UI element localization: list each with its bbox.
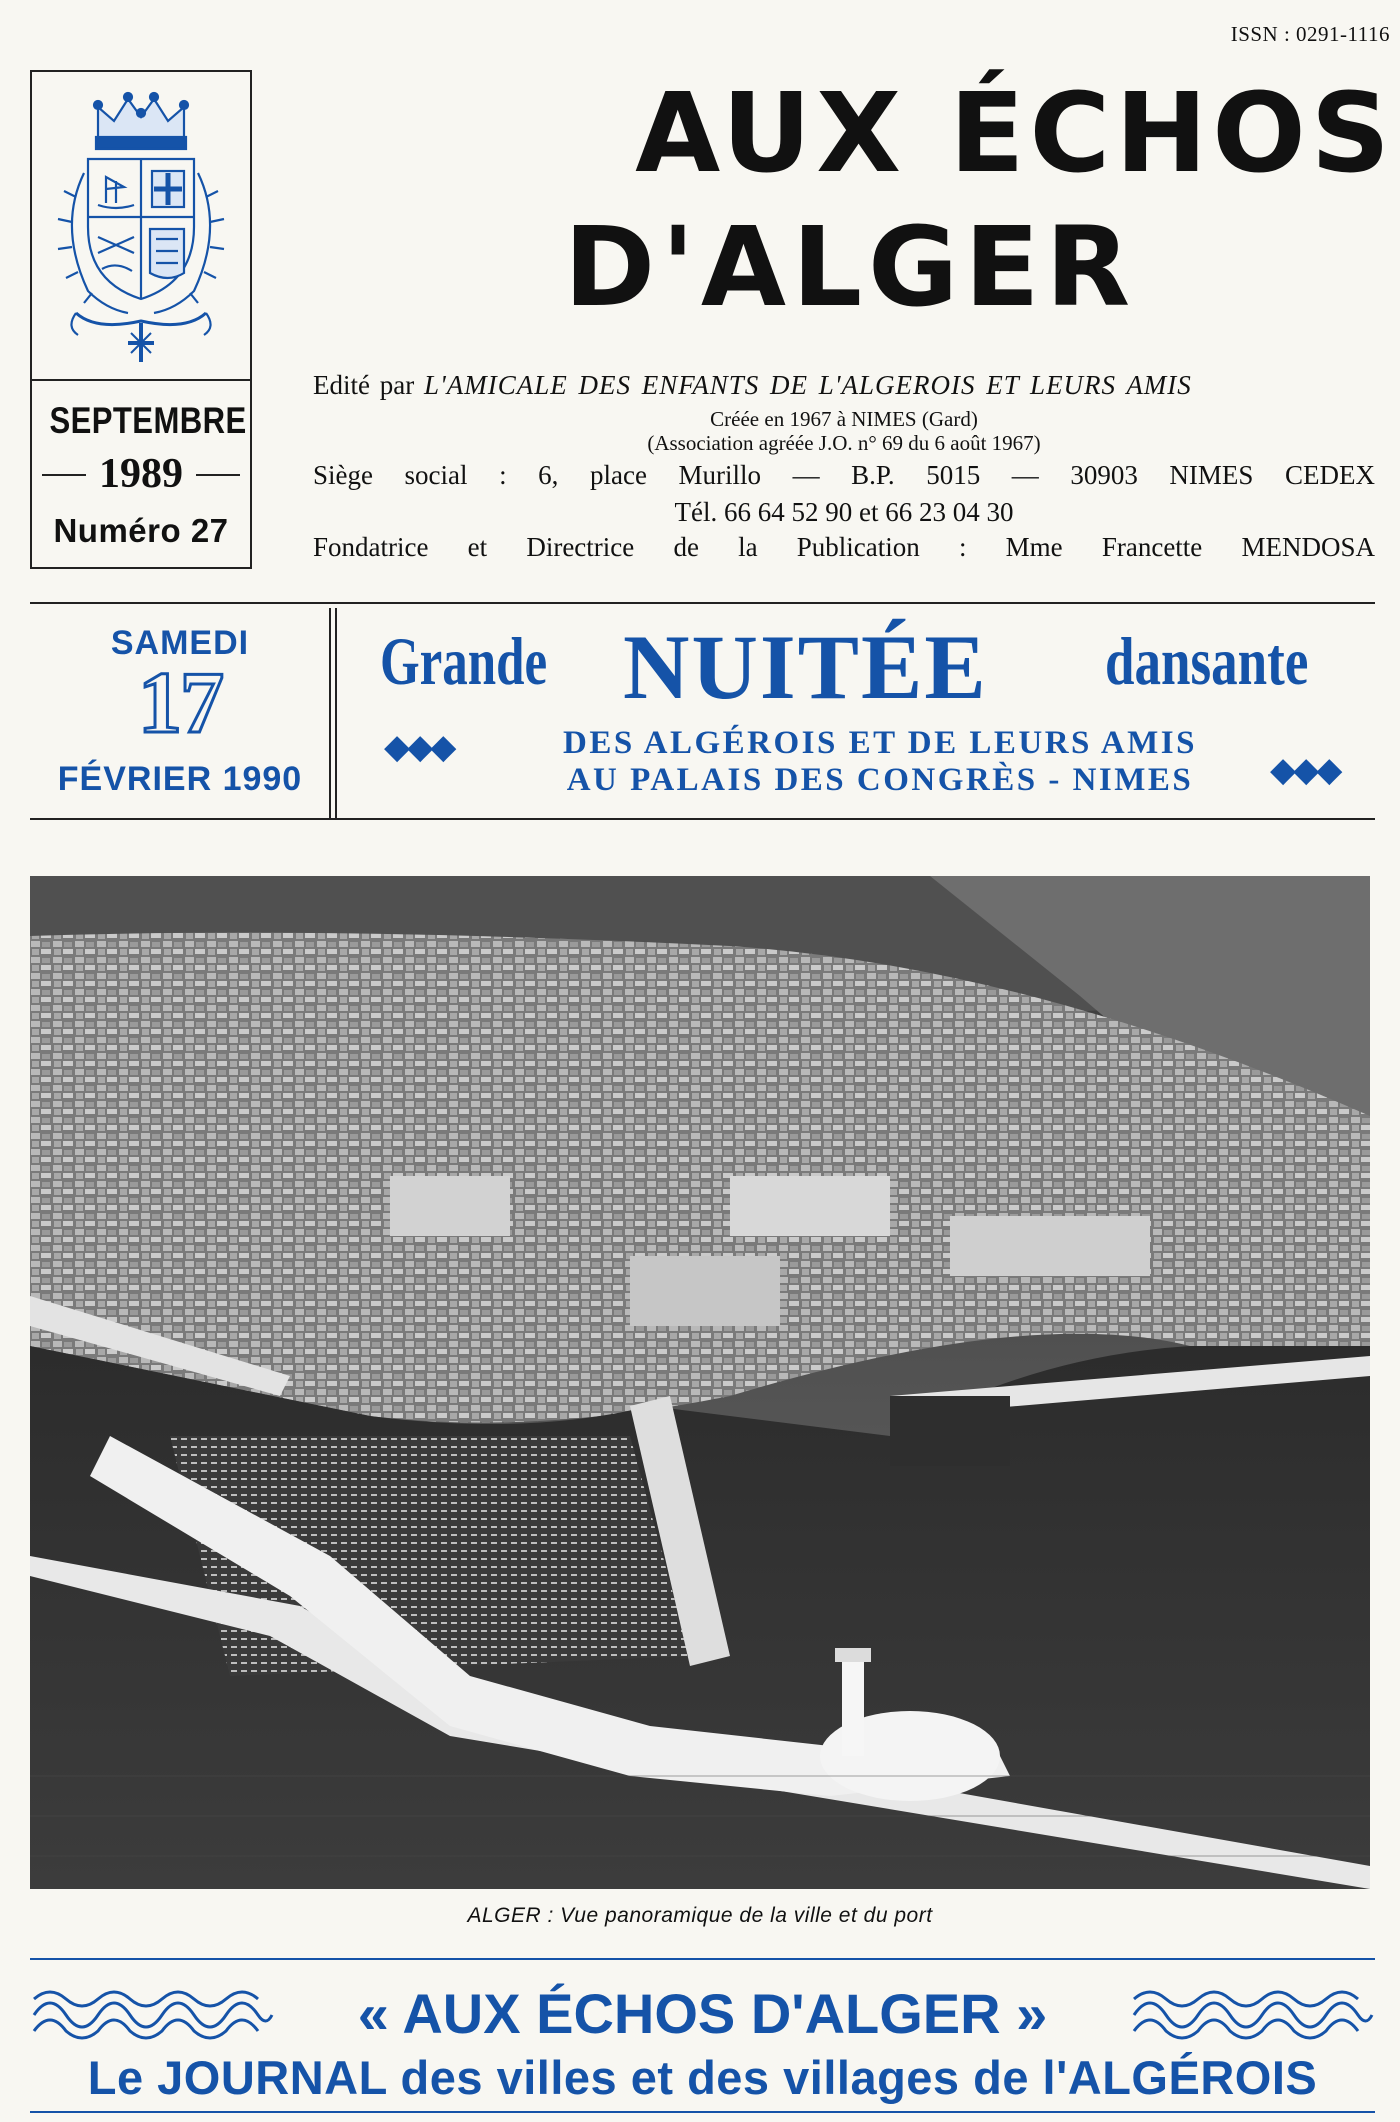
event-day-name: SAMEDI [110, 624, 250, 662]
divider [196, 474, 240, 476]
divider [335, 608, 337, 818]
headline-nuitee: NUITÉE [623, 616, 988, 718]
arabesque-ornament-icon [30, 1985, 275, 2045]
masthead-title-line1: AUX ÉCHOS [635, 69, 1395, 197]
publisher-line [313, 370, 1375, 401]
divider [30, 2111, 1375, 2113]
headline-grande: Grande [380, 623, 548, 699]
diamond-ornament-icon: ◆◆◆ [1270, 750, 1340, 790]
caption-place: ALGER [467, 1904, 542, 1927]
association-line: (Association agréée J.O. n° 69 du 6 août 1967) [647, 431, 1041, 455]
masthead-title-line2: D'ALGER [563, 203, 1137, 331]
headquarters-line: Siège social : 6, place Murillo — B.P. 5015 — 30903 NIMES CEDEX [313, 460, 1375, 490]
issue-year: 1989 [99, 451, 183, 497]
issue-box [30, 70, 252, 569]
event-subline-2: AU PALAIS DES CONGRÈS - NIMES [566, 762, 1194, 798]
issue-number: Numéro 27 [53, 512, 229, 549]
arabesque-ornament-icon [1130, 1985, 1375, 2045]
issn: ISSN : 0291-1116 [1230, 22, 1390, 46]
event-month-year: FÉVRIER 1990 [57, 760, 303, 798]
photo-caption [30, 1904, 1370, 1928]
issue-year-row [40, 450, 242, 497]
caption-text: : Vue panoramique de la ville et du port [541, 1904, 933, 1927]
event-subline-1: DES ALGÉROIS ET DE LEURS AMIS [563, 725, 1197, 761]
telephone-line: Tél. 66 64 52 90 et 66 23 04 30 [674, 497, 1014, 527]
footer-title: « AUX ÉCHOS D'ALGER » [357, 1982, 1048, 2045]
divider [30, 1958, 1375, 1960]
issue-month: SEPTEMBRE [49, 400, 247, 441]
coat-of-arms-icon [36, 77, 246, 377]
edited-by-label: Edité par [313, 370, 415, 400]
divider [32, 379, 250, 381]
divider [30, 818, 1375, 820]
divider [30, 602, 1375, 604]
founded-line: Créée en 1967 à NIMES (Gard) [710, 407, 978, 431]
footer-tagline: Le JOURNAL des villes et des villages de l'ALGÉROIS [87, 2051, 1318, 2104]
event-day-number: 17 [138, 655, 222, 752]
headline-dansante: dansante [1105, 623, 1309, 699]
aerial-photo-algiers-port [30, 876, 1370, 1889]
event-headline [380, 616, 1380, 718]
diamond-ornament-icon: ◆◆◆ [384, 727, 454, 767]
founder-line: Fondatrice et Directrice de la Publication : Mme Francette MENDOSA [313, 532, 1375, 562]
organization-name: L'AMICALE DES ENFANTS DE L'ALGEROIS ET LEURS AMIS [423, 370, 1192, 400]
